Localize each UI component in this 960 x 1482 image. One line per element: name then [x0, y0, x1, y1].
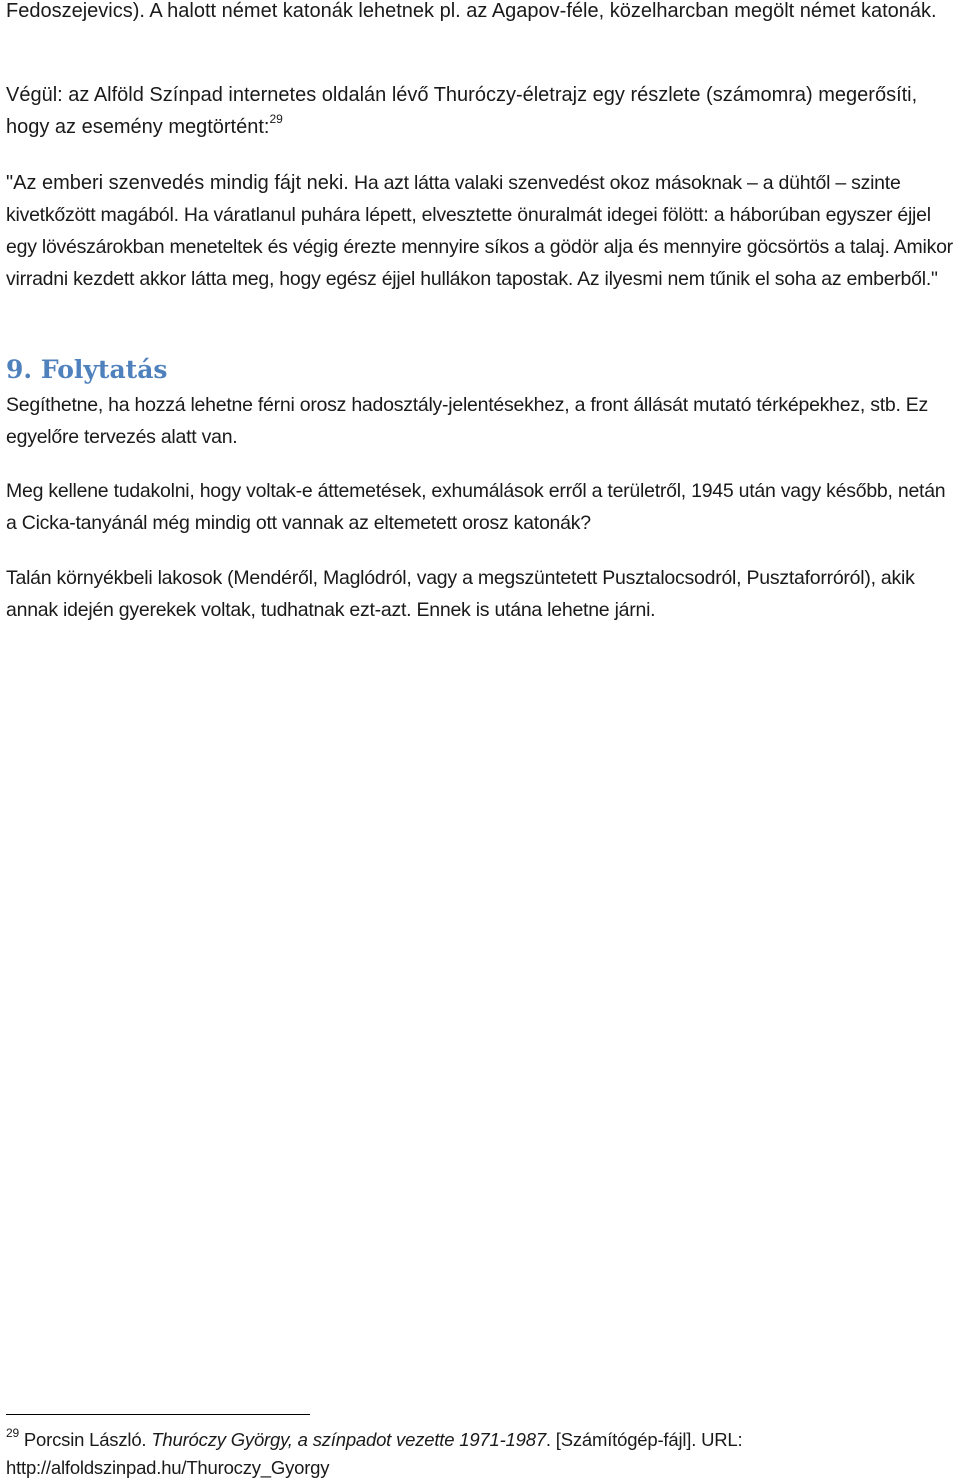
quote-paragraph: [6, 167, 956, 295]
paragraph-biography-intro: [6, 79, 956, 143]
paragraph-text: Végül: az Alföld Színpad internetes oldalán lévő Thuróczy-életrajz egy részlete (számomra) megerősíti, hogy az esemény megtörtént:: [6, 84, 918, 138]
footnote-separator: [6, 1414, 310, 1415]
paragraph-locals: Talán környékbeli lakosok (Mendéről, Maglódról, vagy a megszüntetett Pusztalocsodról, Pusztaforróról), akik annak idején gyerekek voltak, tudhatnak ezt-azt. Ennek is utána lehetne járni.: [6, 567, 915, 621]
quote-part-2: Ha azt látta valaki szenvedést okoz másoknak – a dühtől – szinte kivetkőzött magából. Ha váratlanul puhára lépett, elvesztette önuralmát idegei fölött: a háborúban egyszer éjjel egy lövészárokban meneteltek és végig érezte mennyire síkos a gödör alja és mennyire göcsörtös a talaj. Amikor virradni kezdett akkor látta meg, hogy egész éjjel hullákon tapostak. Az ilyesmi nem tűnik el soha az emberből.": [6, 172, 953, 290]
paragraph-continuation: Fedoszejevics). A halott német katonák lehetnek pl. az Agapov-féle, közelharcban megölt német katonák.: [6, 0, 937, 22]
footnote-reference[interactable]: 29: [269, 112, 283, 126]
footnote-title: Thuróczy György, a színpadot vezette 1971-1987: [151, 1429, 546, 1450]
section-title: Folytatás: [40, 355, 168, 384]
paragraph-exhumations: Meg kellene tudakolni, hogy voltak-e áttemetések, exhumálások erről a területről, 1945 után vagy később, netán a Cicka-tanyánál még mindig ott vannak az eltemetett orosz katonák?: [6, 480, 946, 534]
quote-part-1: "Az emberi szenvedés mindig fájt neki.: [6, 172, 349, 194]
footnote-medium: . [Számítógép-fájl]. URL:: [545, 1429, 743, 1450]
paragraph-sources: Segíthetne, ha hozzá lehetne férni orosz hadosztály-jelentésekhez, a front állását mutató térképekhez, stb. Ez egyelőre tervezés alatt van.: [6, 394, 929, 448]
section-heading: [6, 352, 167, 388]
footnote: [6, 1426, 956, 1482]
section-number: 9.: [6, 355, 33, 384]
footnote-author: Porcsin László.: [23, 1429, 147, 1450]
footnote-number: 29: [6, 1426, 19, 1440]
footnote-url[interactable]: http://alfoldszinpad.hu/Thuroczy_Gyorgy: [6, 1457, 330, 1478]
